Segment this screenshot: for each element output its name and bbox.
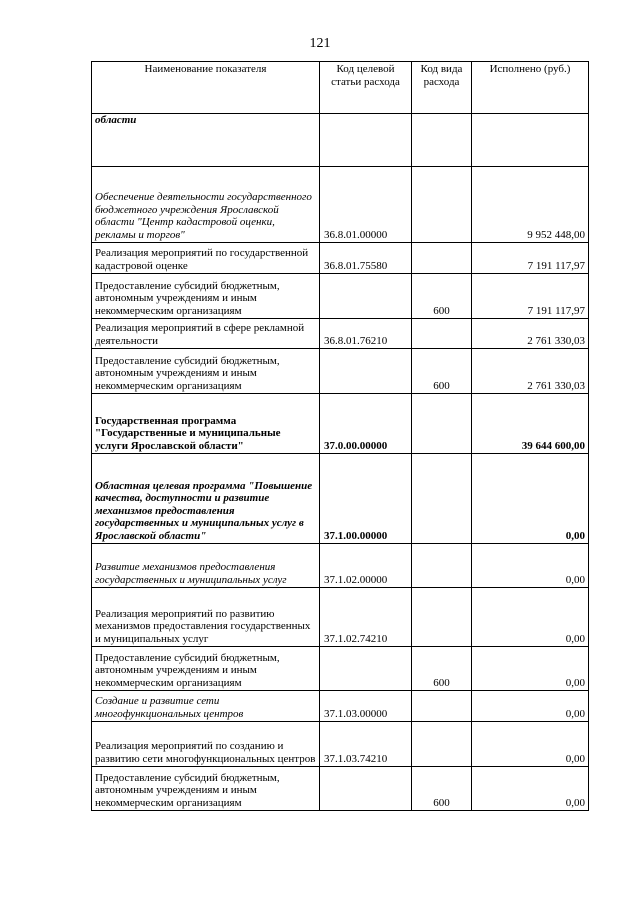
row-target-code (320, 349, 412, 394)
row-name: Создание и развитие сети многофункциональных центров (92, 691, 320, 722)
row-amount: 0,00 (472, 647, 589, 691)
row-expense-kind (412, 114, 472, 167)
header-executed-amount: Исполнено (руб.) (472, 62, 589, 114)
table-row (92, 691, 589, 722)
row-name: области (92, 114, 320, 167)
row-amount: 39 644 600,00 (472, 394, 589, 454)
table-row (92, 114, 589, 167)
row-amount: 9 952 448,00 (472, 167, 589, 243)
row-expense-kind: 600 (412, 767, 472, 811)
table-row (92, 722, 589, 767)
table-row (92, 588, 589, 647)
row-expense-kind (412, 394, 472, 454)
table-row (92, 394, 589, 454)
row-amount: 0,00 (472, 691, 589, 722)
page-number: 121 (309, 36, 331, 51)
row-name: Государственная программа "Государственные и муниципальные услуги Ярославской области" (92, 394, 320, 454)
table-row (92, 319, 589, 349)
row-name: Реализация мероприятий в сфере рекламной деятельности (92, 319, 320, 349)
row-name: Предоставление субсидий бюджетным, автономным учреждениям и иным некоммерческим организациям (92, 349, 320, 394)
row-amount: 0,00 (472, 454, 589, 544)
row-name: Предоставление субсидий бюджетным, автономным учреждениям и иным некоммерческим организациям (92, 274, 320, 319)
header-indicator-name: Наименование показателя (92, 62, 320, 114)
table-row (92, 274, 589, 319)
row-target-code: 37.1.03.00000 (320, 691, 412, 722)
table-header-row (92, 62, 589, 114)
row-expense-kind: 600 (412, 274, 472, 319)
row-expense-kind (412, 167, 472, 243)
row-name: Предоставление субсидий бюджетным, автономным учреждениям и иным некоммерческим организациям (92, 647, 320, 691)
row-amount: 7 191 117,97 (472, 243, 589, 274)
header-target-code: Код целевой статьи расхода (320, 62, 412, 114)
row-amount: 0,00 (472, 544, 589, 588)
row-target-code: 37.1.00.00000 (320, 454, 412, 544)
row-target-code: 36.8.01.00000 (320, 167, 412, 243)
row-target-code (320, 114, 412, 167)
header-expense-kind: Код вида расхода (412, 62, 472, 114)
table-row (92, 767, 589, 811)
row-target-code: 37.1.02.00000 (320, 544, 412, 588)
row-name: Реализация мероприятий по развитию механизмов предоставления государственных и муниципальных услуг (92, 588, 320, 647)
row-expense-kind (412, 319, 472, 349)
row-amount: 0,00 (472, 588, 589, 647)
row-target-code (320, 274, 412, 319)
row-name: Предоставление субсидий бюджетным, автономным учреждениям и иным некоммерческим организациям (92, 767, 320, 811)
row-expense-kind (412, 243, 472, 274)
table-row (92, 647, 589, 691)
row-target-code: 36.8.01.76210 (320, 319, 412, 349)
row-target-code (320, 767, 412, 811)
table-row (92, 167, 589, 243)
table-row (92, 544, 589, 588)
row-name: Обеспечение деятельности государственного бюджетного учреждения Ярославской области "Центр кадастровой оценки, рекламы и торгов" (92, 167, 320, 243)
row-target-code: 37.1.03.74210 (320, 722, 412, 767)
row-expense-kind (412, 588, 472, 647)
row-name: Областная целевая программа "Повышение качества, доступности и развитие механизмов предоставления государственных и муниципальных услуг в Ярославской области" (92, 454, 320, 544)
row-amount: 0,00 (472, 767, 589, 811)
row-expense-kind (412, 722, 472, 767)
row-target-code: 37.0.00.00000 (320, 394, 412, 454)
row-amount: 2 761 330,03 (472, 319, 589, 349)
row-name: Реализация мероприятий по созданию и развитию сети многофункциональных центров (92, 722, 320, 767)
table-row (92, 243, 589, 274)
row-target-code (320, 647, 412, 691)
row-expense-kind: 600 (412, 349, 472, 394)
row-amount: 7 191 117,97 (472, 274, 589, 319)
row-target-code: 37.1.02.74210 (320, 588, 412, 647)
row-name: Развитие механизмов предоставления государственных и муниципальных услуг (92, 544, 320, 588)
row-expense-kind (412, 544, 472, 588)
row-amount: 2 761 330,03 (472, 349, 589, 394)
table-row (92, 349, 589, 394)
row-name: Реализация мероприятий по государственной кадастровой оценке (92, 243, 320, 274)
row-amount: 0,00 (472, 722, 589, 767)
row-expense-kind (412, 691, 472, 722)
row-amount (472, 114, 589, 167)
row-target-code: 36.8.01.75580 (320, 243, 412, 274)
table-row (92, 454, 589, 544)
expenditure-table (91, 61, 589, 811)
row-expense-kind (412, 454, 472, 544)
row-expense-kind: 600 (412, 647, 472, 691)
